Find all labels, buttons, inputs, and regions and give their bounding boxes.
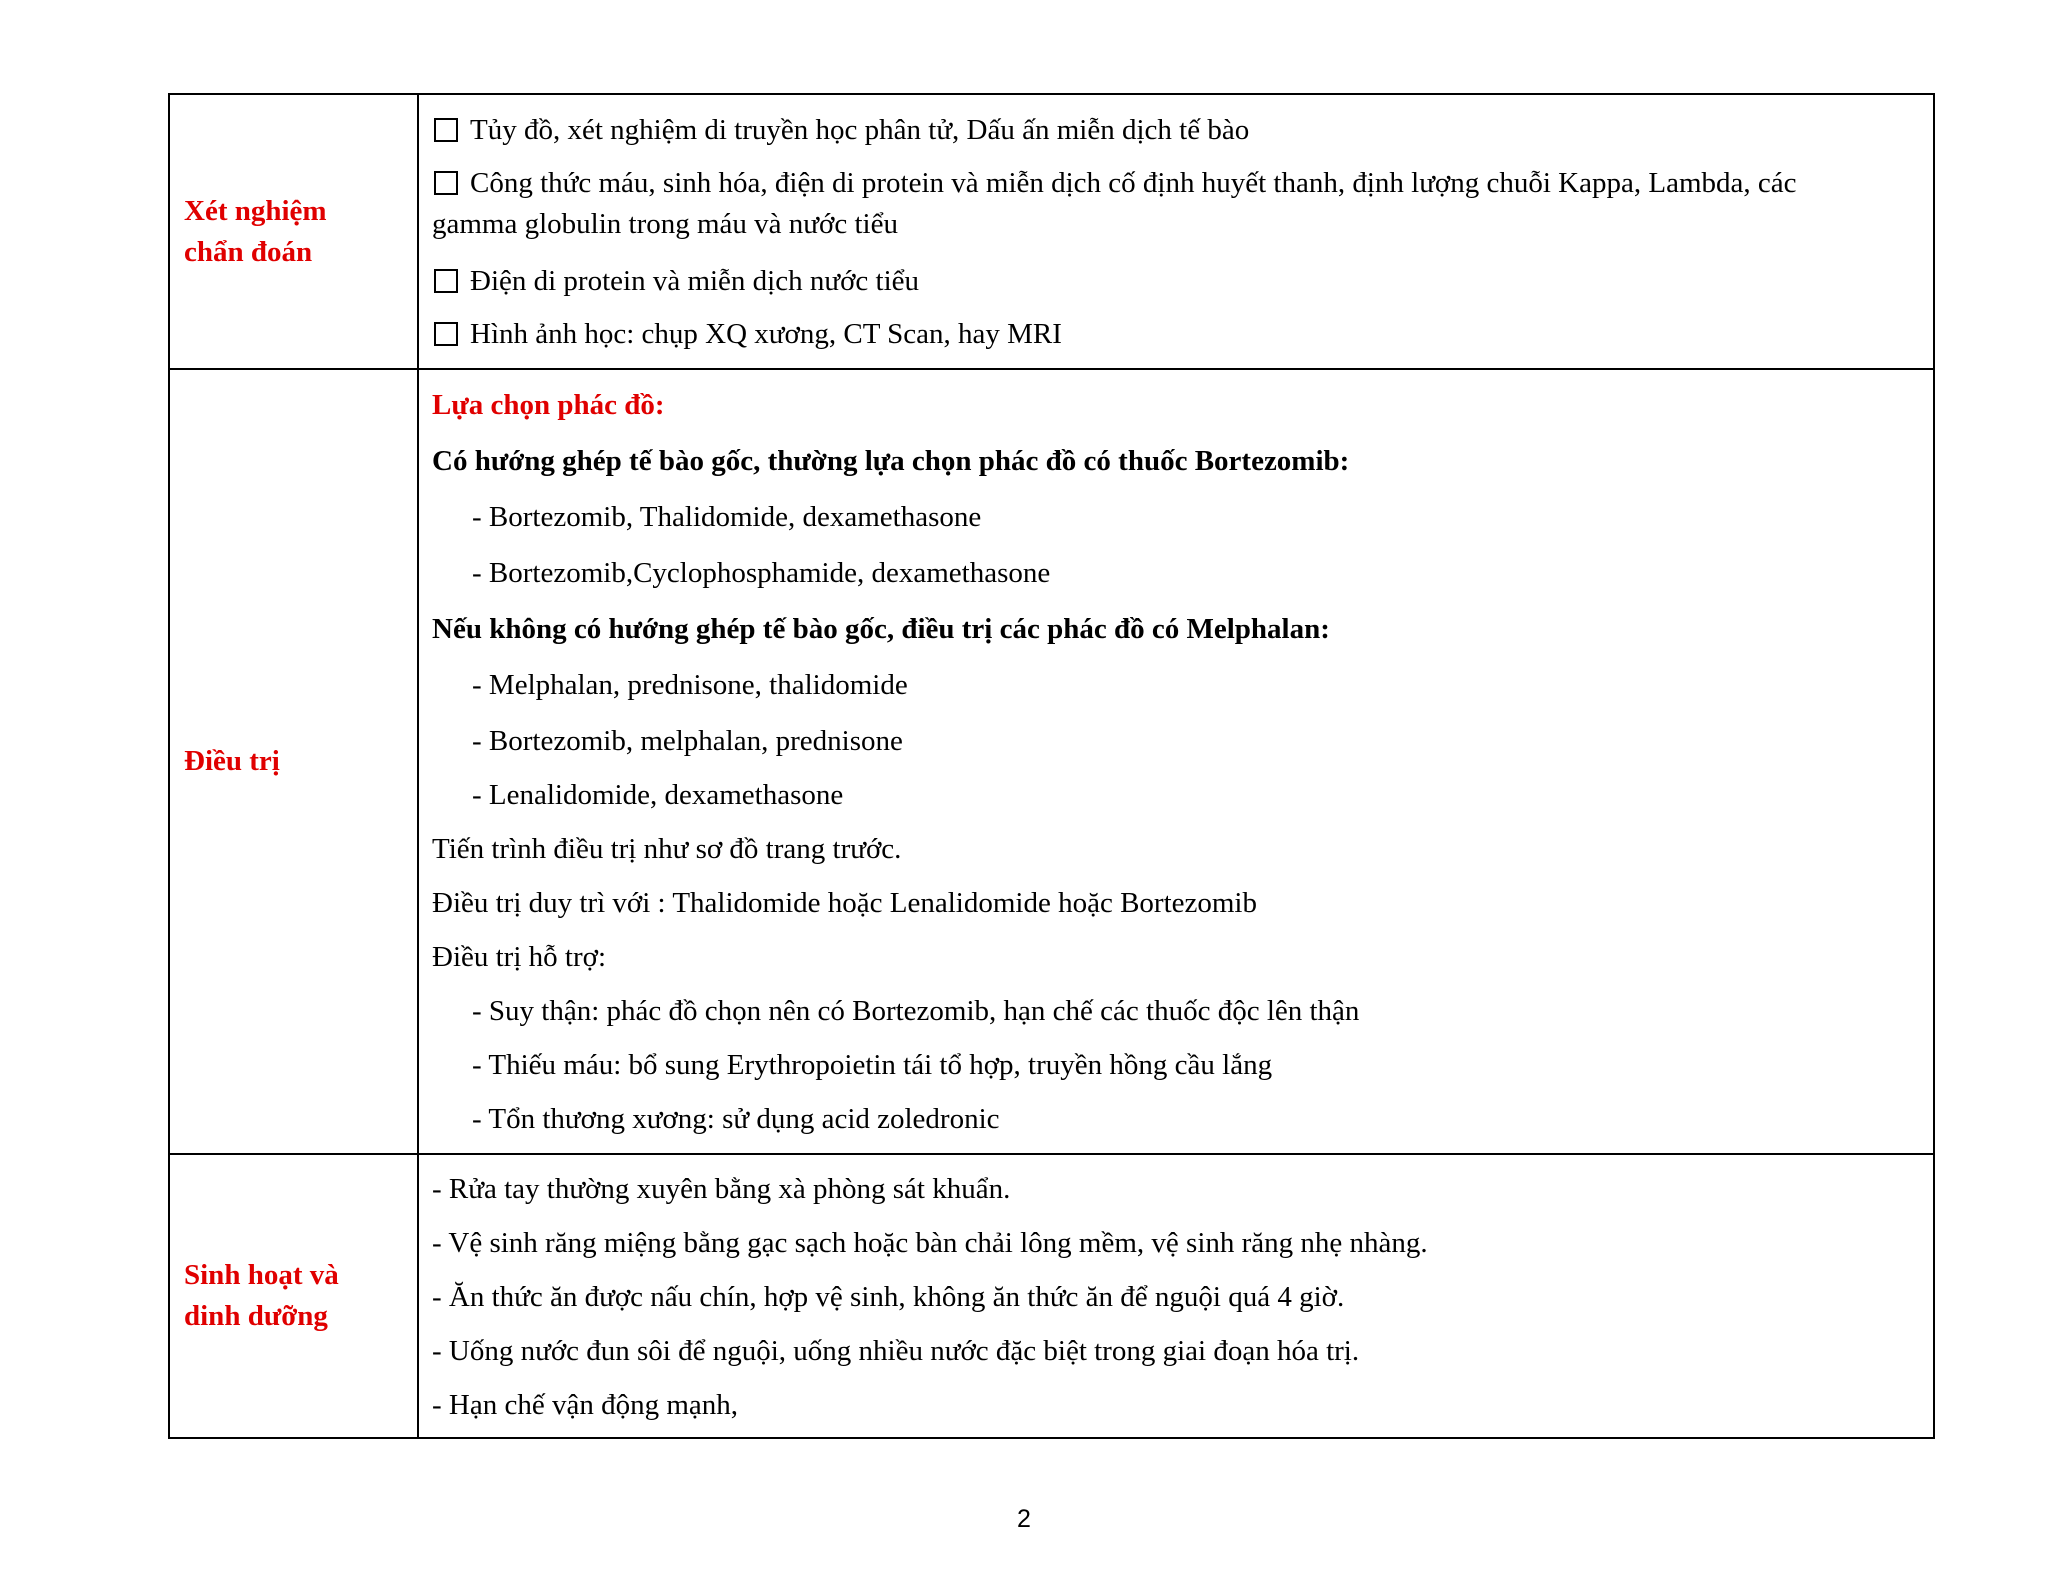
maintenance-text: Điều trị duy trì với : Thalidomide hoặc Lenalidomide hoặc Bortezomib [432,887,1257,919]
checklist-item-continuation: gamma globulin trong máu và nước tiểu [432,208,898,240]
checkbox[interactable] [434,322,458,346]
checkbox[interactable] [434,269,458,293]
transplant-heading: Có hướng ghép tế bào gốc, thường lựa chọn phác đồ có thuốc Bortezomib: [432,445,1350,477]
row-label-line: chẩn đoán [184,235,313,268]
checklist-item [432,261,1919,302]
row-content-lifestyle [418,1154,1934,1438]
list-item: - Uống nước đun sôi để nguội, uống nhiều nước đặc biệt trong giai đoạn hóa trị. [432,1334,1360,1367]
checklist-item-text: Tủy đồ, xét nghiệm di truyền học phân tử, Dấu ấn miễn dịch tế bào [470,114,1250,146]
checklist-item [432,110,1919,151]
list-item: - Lenalidomide, dexamethasone [472,779,844,811]
table-row-diagnosis [169,94,1934,369]
row-label-treatment [169,369,418,1154]
checkbox[interactable] [434,118,458,142]
list-item: - Bortezomib,Cyclophosphamide, dexamethasone [472,557,1051,589]
list-item: - Vệ sinh răng miệng bằng gạc sạch hoặc bàn chải lông mềm, vệ sinh răng nhẹ nhàng. [432,1226,1428,1259]
table-row-lifestyle [169,1154,1934,1438]
table-row-treatment [169,369,1934,1154]
protocol-table [168,93,1935,1439]
list-item: - Thiếu máu: bổ sung Erythropoietin tái tổ hợp, truyền hồng cầu lắng [472,1049,1273,1081]
checklist-item-text: Hình ảnh học: chụp XQ xương, CT Scan, hay MRI [470,318,1062,350]
checklist-item [432,163,1919,204]
row-label-line: dinh dưỡng [184,1300,328,1332]
list-item: - Hạn chế vận động mạnh, [432,1388,739,1421]
row-content-diagnosis [418,94,1934,369]
support-heading: Điều trị hỗ trợ: [432,941,606,973]
checklist-item [432,314,1919,355]
list-item: - Suy thận: phác đồ chọn nên có Bortezomib, hạn chế các thuốc độc lên thận [472,995,1360,1027]
row-label-line: Xét nghiệm [184,194,327,227]
list-item: - Ăn thức ăn được nấu chín, hợp vệ sinh, không ăn thức ăn để nguội quá 4 giờ. [432,1280,1345,1313]
list-item: - Melphalan, prednisone, thalidomide [472,669,908,701]
row-label-line: Điều trị [184,745,280,777]
list-item: - Bortezomib, Thalidomide, dexamethasone [472,501,982,533]
row-label-line: Sinh hoạt và [184,1259,339,1291]
progress-text: Tiến trình điều trị như sơ đồ trang trước. [432,833,902,865]
row-label-diagnosis [169,94,418,369]
row-label-lifestyle [169,1154,418,1438]
no-transplant-heading: Nếu không có hướng ghép tế bào gốc, điều trị các phác đồ có Melphalan: [432,613,1330,645]
regimen-heading: Lựa chọn phác đồ: [432,389,665,421]
checklist-item-text: Công thức máu, sinh hóa, điện di protein và miễn dịch cố định huyết thanh, định lượng chuỗi Kappa, Lambda, các [470,167,1797,199]
page-number: 2 [1017,1505,1031,1533]
row-content-treatment [418,369,1934,1154]
checklist-item-text: Điện di protein và miễn dịch nước tiểu [470,265,920,297]
list-item: - Tổn thương xương: sử dụng acid zoledronic [472,1103,1000,1135]
list-item: - Rửa tay thường xuyên bằng xà phòng sát khuẩn. [432,1172,1011,1205]
checkbox[interactable] [434,171,458,195]
list-item: - Bortezomib, melphalan, prednisone [472,725,903,757]
